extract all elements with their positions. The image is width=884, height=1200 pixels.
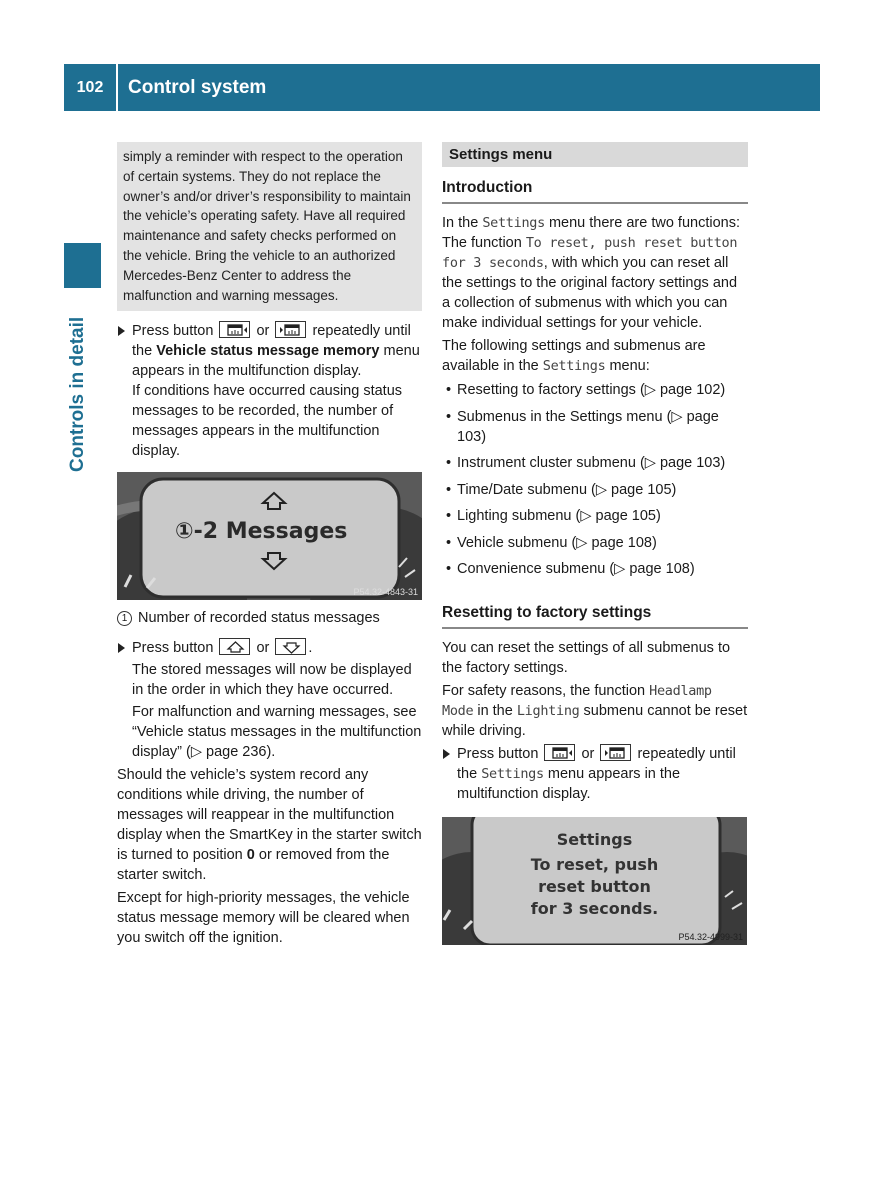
sidebar-section-label: Controls in detail xyxy=(67,316,88,472)
section-title: Settings menu xyxy=(442,142,748,167)
page-number: 102 xyxy=(76,79,104,96)
subheading: Resetting to factory settings xyxy=(442,602,748,629)
paragraph: In the Settings menu there are two functions: The function To reset, push reset button for 3 seconds, with which you can reset all the settings to the original factory settings and a collection of submenus with which you can make individual settings for your vehicle. xyxy=(442,215,740,331)
next-display-button-icon xyxy=(275,321,306,338)
list-item: • Instrument cluster submenu (▷ page 103) xyxy=(442,453,748,473)
left-column xyxy=(117,142,422,951)
page-title: Control system xyxy=(128,77,267,98)
paragraph: You can reset the settings of all submenus to the factory settings. xyxy=(442,639,731,676)
paragraph: Should the vehicle’s system record any conditions while driving, the number of messages will reappear in the multifunction display when the SmartKey in the starter switch is turned to position 0 or removed from the starter switch. xyxy=(117,767,422,884)
lcd-line: To reset, push xyxy=(530,854,659,874)
callout-marker: 1 xyxy=(117,611,132,626)
list-item: • Resetting to factory settings (▷ page 102) xyxy=(442,380,748,400)
figure-code: P54.32-4999-31 xyxy=(678,931,743,942)
instruction-step: Press button or repeatedly until the Settings menu appears in the multifunction display. xyxy=(442,744,748,804)
down-arrow-button-icon xyxy=(275,638,306,655)
paragraph: The following settings and submenus are available in the Settings menu: xyxy=(442,338,706,374)
right-column xyxy=(442,142,748,945)
list-item: • Vehicle submenu (▷ page 108) xyxy=(442,533,748,553)
previous-display-button-icon xyxy=(219,321,250,338)
lcd-line: reset button xyxy=(538,876,651,896)
step-arrow-icon xyxy=(443,749,450,759)
lcd-line: for 3 seconds. xyxy=(530,898,659,918)
list-item: • Convenience submenu (▷ page 108) xyxy=(442,559,748,579)
message-count-text: ①-2 Messages xyxy=(175,519,348,545)
figure-caption: 1 Number of recorded status messages xyxy=(117,608,422,628)
up-arrow-button-icon xyxy=(219,638,250,655)
instruction-step: Press button or repeatedly until the Vehicle status message memory menu appears in the multifunction display. If conditions have occurred causing status messages to be recorded, the number of messages appears in the multifunction display. xyxy=(117,321,422,461)
display-figure-messages xyxy=(117,472,422,600)
sidebar-tab-marker xyxy=(64,243,101,288)
step-arrow-icon xyxy=(118,643,125,653)
submenu-list xyxy=(442,380,748,579)
subheading: Introduction xyxy=(442,177,748,204)
previous-display-button-icon xyxy=(544,744,575,761)
page-header xyxy=(64,64,820,111)
figure-code: P54.32-4843-31 xyxy=(353,587,418,598)
lcd-settings-title: Settings xyxy=(556,829,633,849)
list-item: • Time/Date submenu (▷ page 105) xyxy=(442,480,748,500)
paragraph: For safety reasons, the function Headlamp Mode in the Lighting submenu cannot be reset while driving. xyxy=(442,682,748,739)
list-item: • Submenus in the Settings menu (▷ page 103) xyxy=(442,407,748,447)
step-arrow-icon xyxy=(118,326,125,336)
note-box: simply a reminder with respect to the operation of certain systems. They do not replace the owner’s and/or driver’s responsibility to maintain the vehicle’s operating safety. Have all required maintenance and safety checks performed on the vehicle. Bring the vehicle to an authorized Mercedes-Benz Center to address the malfunction and warning messages. xyxy=(117,142,422,311)
paragraph: Except for high-priority messages, the vehicle status message memory will be cleared when you switch off the ignition. xyxy=(117,890,410,947)
header-separator xyxy=(116,64,118,111)
display-figure-settings xyxy=(442,817,747,945)
next-display-button-icon xyxy=(600,744,631,761)
instruction-step: Press button or . The stored messages will now be displayed in the order in which they have occurred. For malfunction and warning messages, see “Vehicle status messages in the multifunction display” (▷ page 236). xyxy=(117,638,422,762)
list-item: • Lighting submenu (▷ page 105) xyxy=(442,506,748,526)
